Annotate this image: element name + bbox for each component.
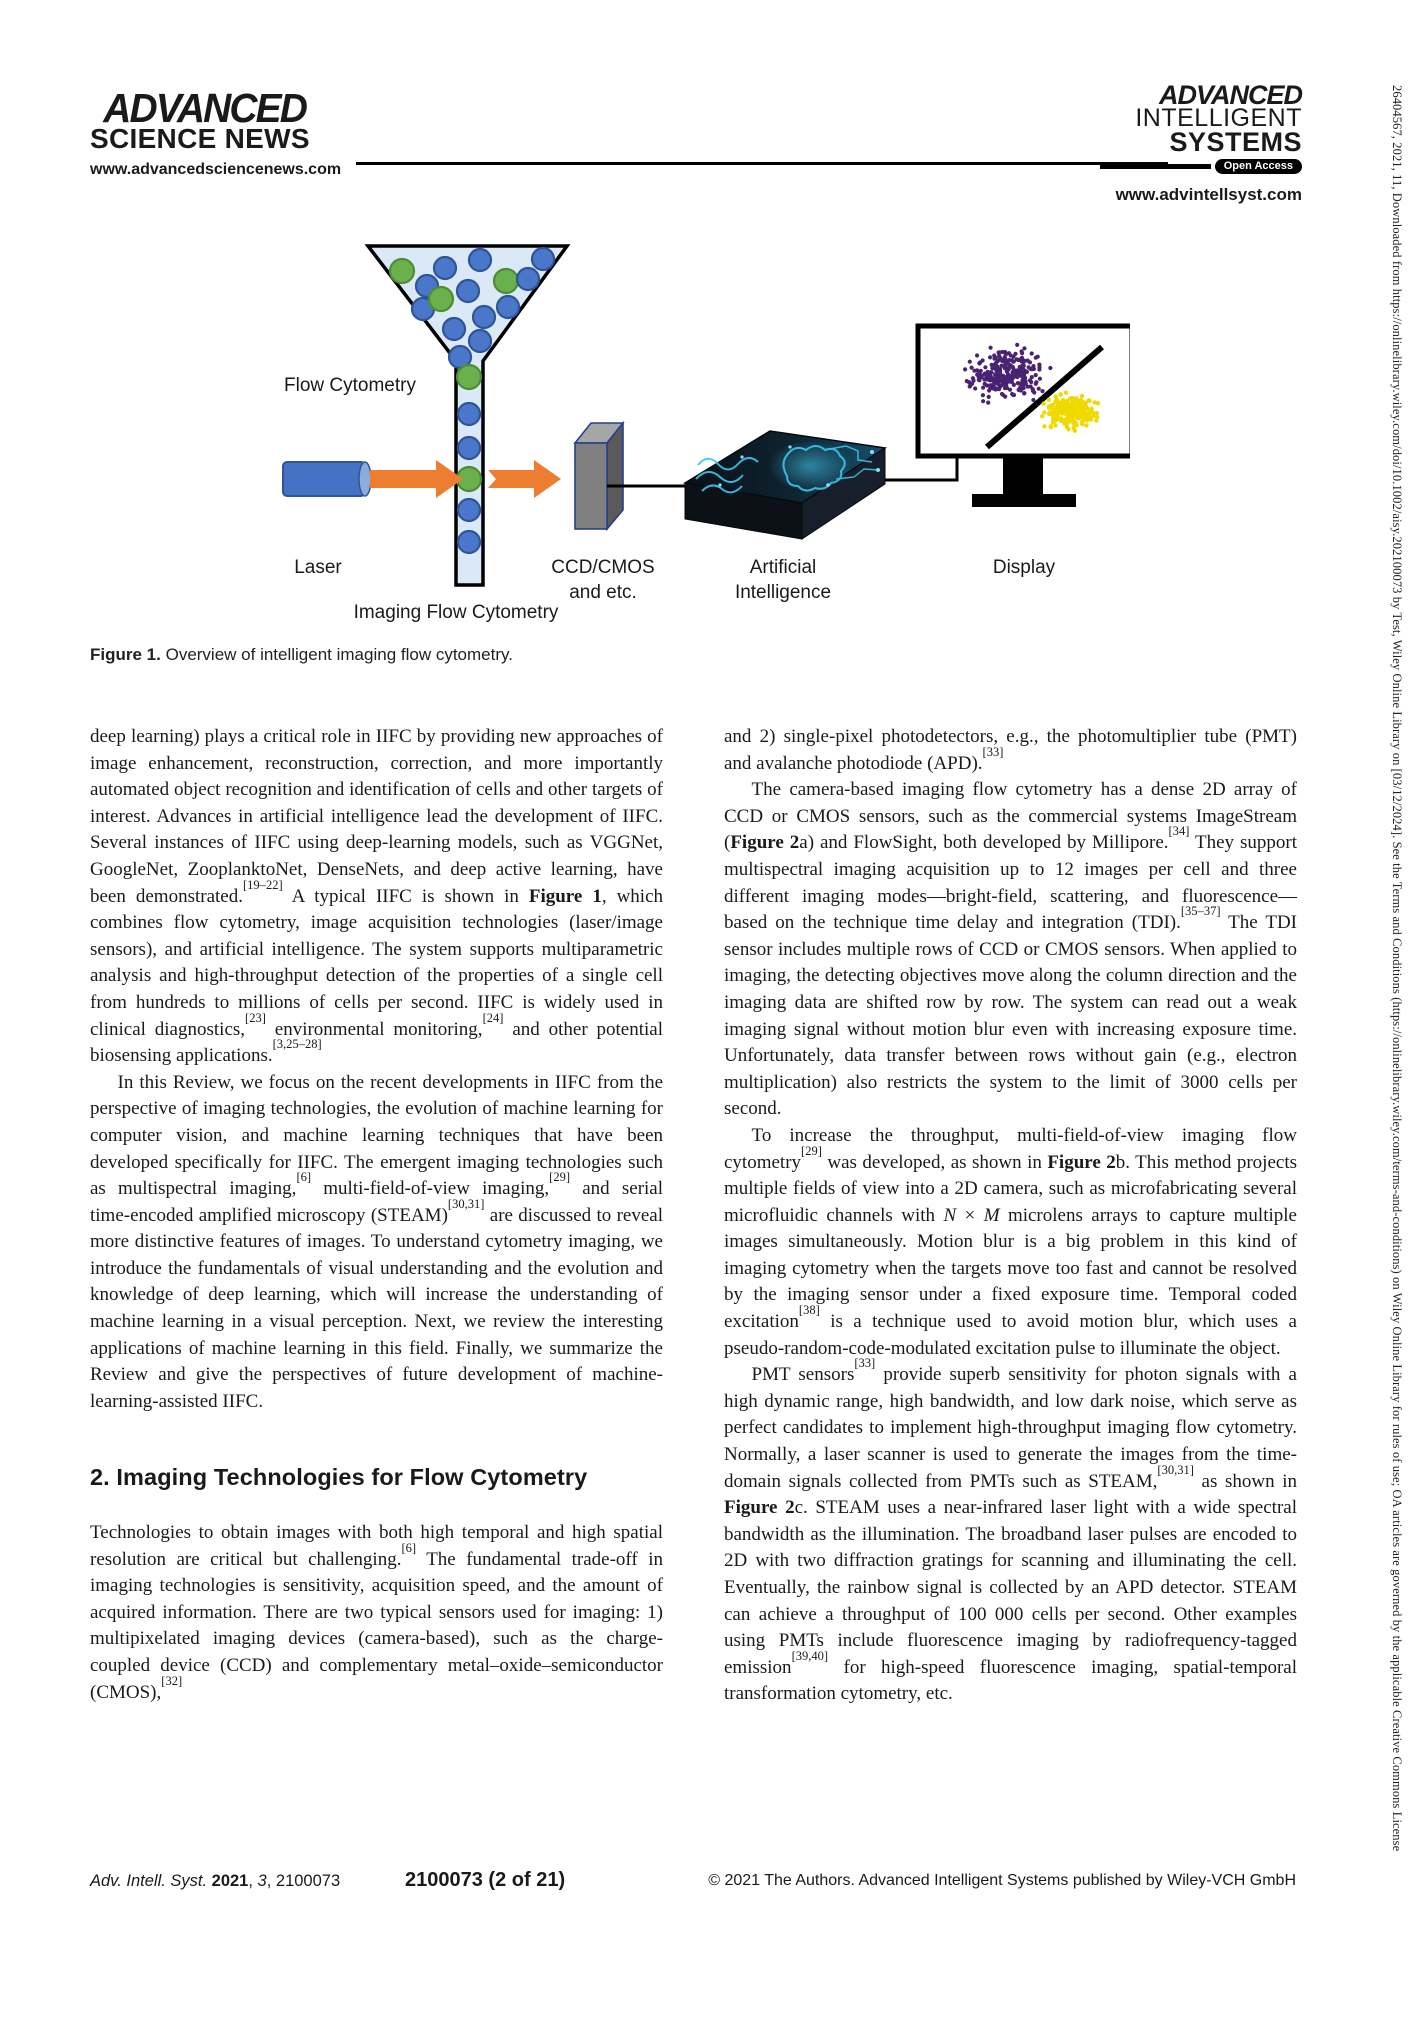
journal-volume: 3	[257, 1872, 267, 1890]
paragraph: Technologies to obtain images with both high temporal and high spatial resolution are critical but challenging.[6] The fundamental trade-off in imaging technologies is sensitivity, acquisition speed, and the amount of acquired information. There are two typical sensors used for imaging: 1) multipixelated imaging devices (camera-based), such as the charge-coupled device (CCD) and complementary metal–oxide–semiconductor (CMOS),[32]	[90, 1522, 663, 1703]
page-number: 2100073 (2 of 21)	[405, 1869, 566, 1891]
article-number: , 2100073	[266, 1872, 341, 1890]
paragraph: To increase the throughput, multi-field-of-view imaging flow cytometry[29] was developed, as shown in Figure 2b. This method projects multiple fields of view into a 2D camera, such as microfabricating several microfluidic channels with N × M microlens arrays to capture multiple images simultaneously. Motion blur is a big problem in this kind of imaging cytometry when the targets move too fast and cannot be resolved by the imaging sensor under a fixed exposure time. Temporal coded excitation[38] is a technique used to avoid motion blur, which uses a pseudo-random-code-modulated excitation pulse to illuminate the object.	[724, 1124, 1297, 1359]
copyright-notice: © 2021 The Authors. Advanced Intelligent Systems published by Wiley-VCH GmbH	[708, 1872, 1296, 1889]
label-ccd-1: CCD/CMOS	[551, 557, 655, 578]
label-ai-1: Artificial	[749, 557, 817, 578]
right-logo-url[interactable]: www.advintellsyst.com	[1115, 185, 1302, 204]
laser-beam-arrow	[370, 460, 463, 498]
figure1-diagram	[230, 233, 1130, 645]
paragraph: The camera-based imaging flow cytometry has a dense 2D array of CCD or CMOS sensors, such as the commercial systems ImageStream (Figure 2a) and FlowSight, both developed by Millipore.[34] They support multispectral imaging acquisition up to 12 images per cell and three different imaging modes—bright-field, scattering, and fluorescence—based on the technique time delay and integration (TDI).[35–37] The TDI sensor includes multiple rows of CCD or CMOS sensors. When applied to imaging, the detecting objectives move along the column direction and the imaging data are shifted row by row. The system can read out a weak imaging signal without motion blur even with increasing exposure time. Unfortunately, data transfer between rows without gain (e.g., electron multiplication) also restricts the system to the limit of 3000 cells per second.	[724, 779, 1298, 1120]
scatter-beam-arrow	[488, 460, 561, 498]
logo-line-systems: SYSTEMS	[1169, 127, 1302, 157]
paragraph: and 2) single-pixel photodetectors, e.g., the photomultiplier tube (PMT) and avalanche photodiode (APD).[33]	[724, 726, 1297, 774]
right-paragraphs	[724, 724, 1297, 1708]
journal-name: Adv. Intell. Syst.	[90, 1872, 212, 1890]
label-ai-2: Intelligence	[734, 582, 832, 603]
open-access-badge: Open Access	[1215, 159, 1302, 174]
ai-to-display-wire	[885, 455, 957, 480]
label-ccd-2: and etc.	[569, 582, 637, 603]
paragraph: deep learning) plays a critical role in IIFC by providing new approaches of image enhancement, reconstruction, correction, and more importantly automated object recognition and identification of cells and other targets of interest. Advances in artificial intelligence lead the development of IIFC. Several instances of IIFC using deep-learning models, such as VGGNet, GoogleNet, ZooplanktoNet, DenseNets, and deep active learning, have been demonstrated.[19–22] A typical IIFC is shown in Figure 1, which combines flow cytometry, image acquisition technologies (laser/image sensors), and artificial intelligence. The system supports multiparametric analysis and high-throughput detection of the properties of a single cell from hundreds to millions of cells per second. IIFC is widely used in clinical diagnostics,[23] environmental monitoring,[24] and other potential biosensing applications.[3,25–28]	[90, 726, 663, 1067]
download-license-sidebar: 26404567, 2021, 11, Downloaded from https://onlinelibrary.wiley.com/doi/10.1002/aisy.202100073 by Test, Wiley Online Library on [03/12/2024]. See the Terms and Conditions (https://onlinelibrary.wiley.com/terms-and-conditions) on Wiley Online Library for rules of use; OA articles are governed by the applicable Creative Commons License	[1390, 85, 1404, 1852]
journal-year: 2021	[211, 1872, 249, 1890]
logo-line-advanced: ADVANCED	[103, 85, 306, 131]
advanced-science-news-logo	[90, 85, 342, 179]
advanced-intelligent-systems-logo	[1100, 80, 1302, 205]
logo-line-advanced: ADVANCED	[1158, 80, 1302, 110]
laser-device	[283, 462, 371, 496]
label-flow-cytometry: Flow Cytometry	[284, 375, 416, 396]
flow-cytometry-funnel	[368, 246, 567, 585]
header-divider	[356, 162, 1168, 165]
caption-label: Figure 1.	[90, 645, 161, 664]
left-column	[90, 724, 663, 1706]
label-laser: Laser	[294, 557, 342, 578]
paragraph: In this Review, we focus on the recent developments in IIFC from the perspective of imaging technologies, the evolution of machine learning for computer vision, and machine learning techniques that have been developed specifically for IIFC. The emergent imaging technologies such as multispectral imaging,[6] multi-field-of-view imaging,[29] and serial time-encoded amplified microscopy (STEAM)[30,31] are discussed to reveal more distinctive features of images. To understand cytometry imaging, we introduce the fundamentals of visual understanding and the evolution and knowledge of deep learning, which will increase the understanding of machine learning in a visual perception. Next, we review the interesting applications of machine learning in this field. Finally, we summarize the Review and give the perspectives of future development of machine-learning-assisted IIFC.	[90, 1071, 664, 1412]
logo-line-intelligent: INTELLIGENT	[1135, 104, 1302, 132]
figure1-caption	[90, 645, 1090, 665]
paragraph: PMT sensors[33] provide superb sensitivity for photon signals with a high dynamic range, high bandwidth, and low dark noise, which serve as perfect candidates to implement high-throughput imaging flow cytometry. Normally, a laser scanner is used to generate the images from the time-domain signals collected from PMTs such as STEAM,[30,31] as shown in Figure 2c. STEAM uses a near-infrared laser light with a wide spectral bandwidth as the illumination. The broadband laser pulses are encoded to 2D with two diffraction gratings for scanning and illuminating the cell. Eventually, the rainbow signal is collected by an APD detector. STEAM can achieve a throughput of 100 000 cells per second. Other examples using PMTs include fluorescence imaging by radiofrequency-tagged emission[39,40] for high-speed fluorescence imaging, spatial-temporal transformation cytometry, etc.	[724, 1356, 1297, 1705]
caption-text: Overview of intelligent imaging flow cytometry.	[165, 645, 513, 664]
label-display: Display	[992, 557, 1056, 578]
journal-reference: Adv. Intell. Syst. 2021, 3, 2100073	[90, 1872, 341, 1890]
ccd-sensor-plate	[575, 423, 623, 529]
ai-chip	[685, 431, 885, 539]
label-imaging-flow-cytometry: Imaging Flow Cytometry	[353, 602, 559, 623]
section-heading: 2. Imaging Technologies for Flow Cytometry	[90, 1464, 588, 1491]
logo-line-science-news: SCIENCE NEWS	[90, 123, 310, 154]
open-access-row	[1100, 159, 1302, 174]
left-logo-url[interactable]: www.advancedsciencenews.com	[90, 161, 342, 178]
left-paragraphs-bottom	[90, 1520, 663, 1706]
logo-underline	[1100, 164, 1211, 169]
left-paragraphs-top	[90, 724, 663, 1415]
right-column	[724, 724, 1297, 1708]
